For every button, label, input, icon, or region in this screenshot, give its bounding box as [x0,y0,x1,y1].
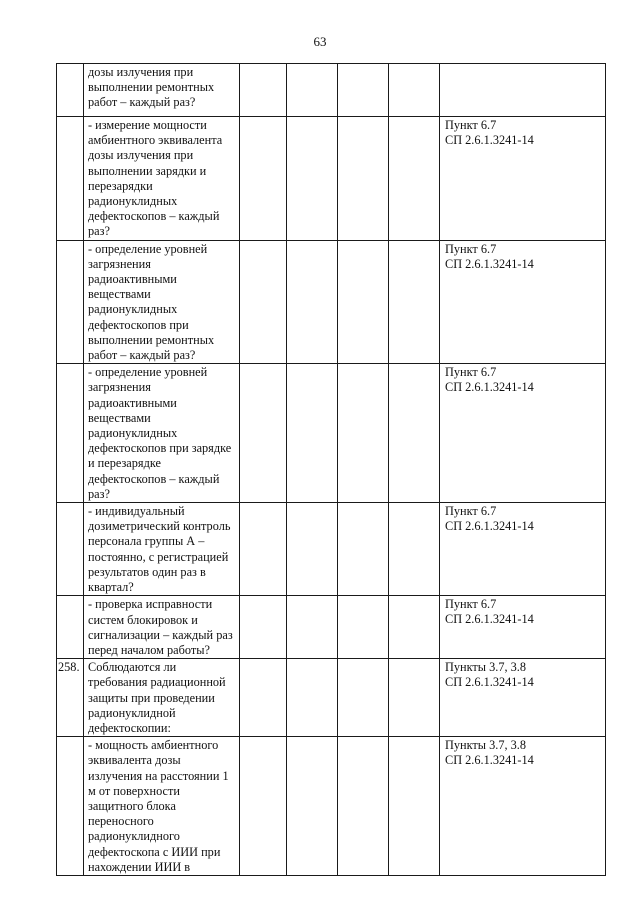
legal-reference: Пункт 6.7 СП 2.6.1.3241-14 [440,117,606,241]
requirement-text: - определение уровней загрязнения радиоактивными веществами радионуклидных дефектоскопов при зарядке и перезарядке дефектоскопов – каждый раз? [84,364,240,503]
row-number [57,240,84,364]
legal-reference: Пункт 6.7 СП 2.6.1.3241-14 [440,364,606,503]
requirement-text: - измерение мощности амбиентного эквивалента дозы излучения при выполнении зарядки и перезарядки радионуклидных дефектоскопов – каждый раз? [84,117,240,241]
answer-cell-yes [240,117,287,241]
answer-cell-no [287,737,338,876]
table-row [57,596,606,659]
requirement-text: - индивидуальный дозиметрический контроль персонала группы А – постоянно, с регистрацией результатов один раз в квартал? [84,503,240,596]
requirement-text: - проверка исправности систем блокировок и сигнализации – каждый раз перед началом работы? [84,596,240,659]
answer-cell-no [287,659,338,737]
requirement-text: - мощность амбиентного эквивалента дозы излучения на расстоянии 1 м от поверхности защитного блока переносного радионуклидного дефектоскопа с ИИИ при нахождении ИИИ в [84,737,240,876]
table-row [57,659,606,737]
table-row [57,503,606,596]
requirement-text: дозы излучения при выполнении ремонтных работ – каждый раз? [84,64,240,117]
answer-cell-yes [240,64,287,117]
answer-cell-not-applicable [338,117,389,241]
answer-cell-yes [240,240,287,364]
table-row [57,64,606,117]
answer-cell-no [287,364,338,503]
legal-reference: Пункты 3.7, 3.8 СП 2.6.1.3241-14 [440,737,606,876]
answer-cell-note [389,364,440,503]
table-row [57,117,606,241]
row-number [57,117,84,241]
answer-cell-not-applicable [338,240,389,364]
answer-cell-yes [240,503,287,596]
answer-cell-note [389,503,440,596]
answer-cell-no [287,240,338,364]
legal-reference [440,64,606,117]
legal-reference: Пункт 6.7 СП 2.6.1.3241-14 [440,503,606,596]
row-number [57,596,84,659]
answer-cell-not-applicable [338,64,389,117]
answer-cell-not-applicable [338,503,389,596]
answer-cell-not-applicable [338,737,389,876]
answer-cell-note [389,64,440,117]
legal-reference: Пункт 6.7 СП 2.6.1.3241-14 [440,596,606,659]
answer-cell-yes [240,596,287,659]
answer-cell-note [389,596,440,659]
answer-cell-note [389,659,440,737]
answer-cell-no [287,117,338,241]
row-number [57,64,84,117]
answer-cell-not-applicable [338,659,389,737]
requirement-text: Соблюдаются ли требования радиационной защиты при проведении радионуклидной дефектоскопии: [84,659,240,737]
row-number [57,737,84,876]
page-number: 63 [313,34,327,49]
requirement-text: - определение уровней загрязнения радиоактивными веществами радионуклидных дефектоскопов при выполнении ремонтных работ – каждый раз? [84,240,240,364]
checklist-table [56,63,606,876]
row-number [57,503,84,596]
answer-cell-yes [240,737,287,876]
answer-cell-yes [240,364,287,503]
table-row [57,240,606,364]
answer-cell-yes [240,659,287,737]
answer-cell-no [287,503,338,596]
answer-cell-no [287,64,338,117]
legal-reference: Пункты 3.7, 3.8 СП 2.6.1.3241-14 [440,659,606,737]
answer-cell-not-applicable [338,364,389,503]
answer-cell-note [389,240,440,364]
table-row [57,737,606,876]
row-number: 258. [57,659,84,737]
answer-cell-note [389,117,440,241]
table-row [57,364,606,503]
answer-cell-note [389,737,440,876]
legal-reference: Пункт 6.7 СП 2.6.1.3241-14 [440,240,606,364]
row-number [57,364,84,503]
answer-cell-no [287,596,338,659]
answer-cell-not-applicable [338,596,389,659]
